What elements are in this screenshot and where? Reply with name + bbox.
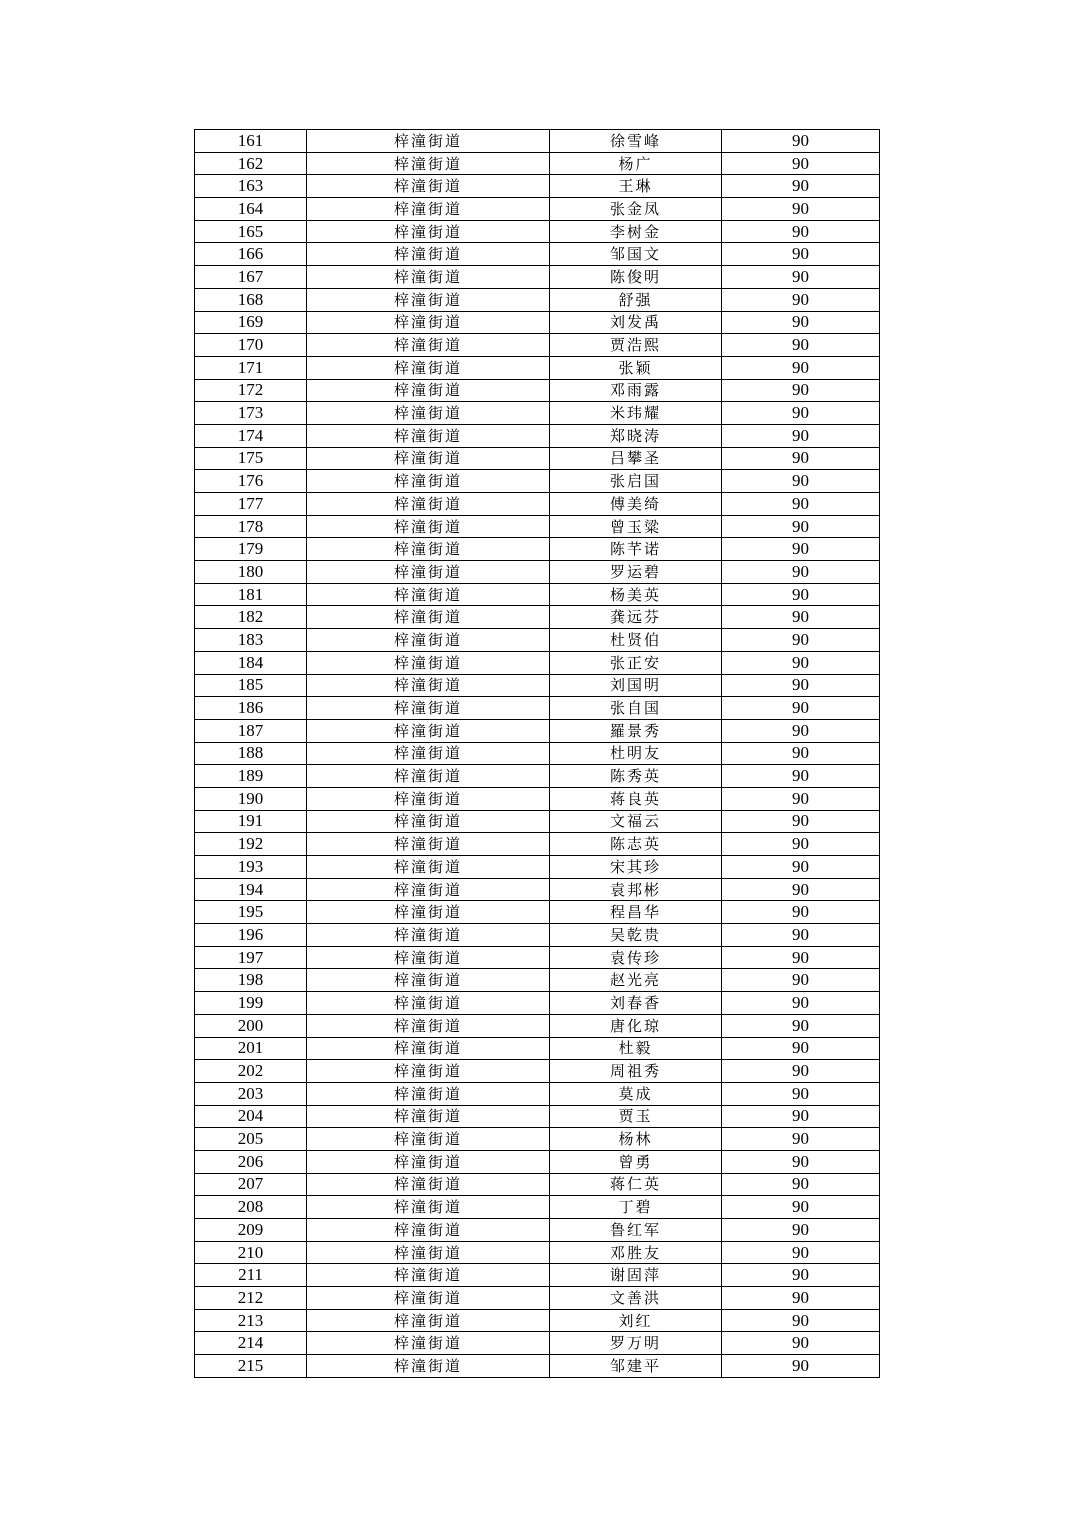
score-cell: 90 <box>722 1150 880 1173</box>
score-cell: 90 <box>722 561 880 584</box>
name-cell: 张金凤 <box>550 198 722 221</box>
street-cell: 梓潼街道 <box>307 1287 550 1310</box>
street-cell: 梓潼街道 <box>307 424 550 447</box>
table-row <box>195 742 880 765</box>
name-cell: 陈芊诺 <box>550 538 722 561</box>
name-cell: 邓胜友 <box>550 1241 722 1264</box>
score-cell: 90 <box>722 697 880 720</box>
table-row <box>195 1196 880 1219</box>
table-row <box>195 311 880 334</box>
table-row <box>195 175 880 198</box>
score-cell: 90 <box>722 515 880 538</box>
score-cell: 90 <box>722 220 880 243</box>
table-row <box>195 946 880 969</box>
score-cell: 90 <box>722 1173 880 1196</box>
street-cell: 梓潼街道 <box>307 243 550 266</box>
row-number-cell: 211 <box>195 1264 307 1287</box>
row-number-cell: 189 <box>195 765 307 788</box>
street-cell: 梓潼街道 <box>307 266 550 289</box>
name-cell: 邹国文 <box>550 243 722 266</box>
row-number-cell: 165 <box>195 220 307 243</box>
table-row <box>195 1309 880 1332</box>
street-cell: 梓潼街道 <box>307 833 550 856</box>
table-row <box>195 334 880 357</box>
score-cell: 90 <box>722 266 880 289</box>
score-cell: 90 <box>722 1105 880 1128</box>
street-cell: 梓潼街道 <box>307 198 550 221</box>
street-cell: 梓潼街道 <box>307 1332 550 1355</box>
name-cell: 刘红 <box>550 1309 722 1332</box>
name-cell: 曾勇 <box>550 1150 722 1173</box>
row-number-cell: 186 <box>195 697 307 720</box>
table-row <box>195 1173 880 1196</box>
row-number-cell: 188 <box>195 742 307 765</box>
score-cell: 90 <box>722 856 880 879</box>
name-cell: 杜明友 <box>550 742 722 765</box>
row-number-cell: 171 <box>195 356 307 379</box>
score-cell: 90 <box>722 1128 880 1151</box>
row-number-cell: 210 <box>195 1241 307 1264</box>
table-row <box>195 924 880 947</box>
row-number-cell: 213 <box>195 1309 307 1332</box>
score-cell: 90 <box>722 924 880 947</box>
name-cell: 程昌华 <box>550 901 722 924</box>
row-number-cell: 202 <box>195 1060 307 1083</box>
score-cell: 90 <box>722 1014 880 1037</box>
score-cell: 90 <box>722 1309 880 1332</box>
score-cell: 90 <box>722 946 880 969</box>
street-cell: 梓潼街道 <box>307 946 550 969</box>
row-number-cell: 199 <box>195 992 307 1015</box>
name-cell: 邹建平 <box>550 1355 722 1378</box>
row-number-cell: 190 <box>195 787 307 810</box>
name-cell: 郑晓涛 <box>550 424 722 447</box>
table-row <box>195 969 880 992</box>
table-row <box>195 470 880 493</box>
street-cell: 梓潼街道 <box>307 152 550 175</box>
name-cell: 莫成 <box>550 1082 722 1105</box>
row-number-cell: 161 <box>195 130 307 153</box>
table-row <box>195 787 880 810</box>
name-cell: 张颖 <box>550 356 722 379</box>
street-cell: 梓潼街道 <box>307 1241 550 1264</box>
score-cell: 90 <box>722 334 880 357</box>
table-row <box>195 152 880 175</box>
score-cell: 90 <box>722 1037 880 1060</box>
street-cell: 梓潼街道 <box>307 493 550 516</box>
row-number-cell: 182 <box>195 606 307 629</box>
name-cell: 宋其珍 <box>550 856 722 879</box>
table-row <box>195 606 880 629</box>
street-cell: 梓潼街道 <box>307 1037 550 1060</box>
name-cell: 赵光亮 <box>550 969 722 992</box>
street-cell: 梓潼街道 <box>307 1196 550 1219</box>
score-cell: 90 <box>722 901 880 924</box>
street-cell: 梓潼街道 <box>307 583 550 606</box>
name-cell: 米玮耀 <box>550 402 722 425</box>
name-cell: 张启国 <box>550 470 722 493</box>
street-cell: 梓潼街道 <box>307 787 550 810</box>
street-cell: 梓潼街道 <box>307 1355 550 1378</box>
row-number-cell: 203 <box>195 1082 307 1105</box>
score-cell: 90 <box>722 1082 880 1105</box>
row-number-cell: 208 <box>195 1196 307 1219</box>
score-cell: 90 <box>722 424 880 447</box>
row-number-cell: 183 <box>195 629 307 652</box>
score-cell: 90 <box>722 651 880 674</box>
street-cell: 梓潼街道 <box>307 810 550 833</box>
street-cell: 梓潼街道 <box>307 924 550 947</box>
score-cell: 90 <box>722 288 880 311</box>
table-row <box>195 1287 880 1310</box>
score-cell: 90 <box>722 810 880 833</box>
score-cell: 90 <box>722 1355 880 1378</box>
name-cell: 丁碧 <box>550 1196 722 1219</box>
street-cell: 梓潼街道 <box>307 901 550 924</box>
score-cell: 90 <box>722 175 880 198</box>
table-row <box>195 629 880 652</box>
row-number-cell: 169 <box>195 311 307 334</box>
table-row <box>195 765 880 788</box>
table-row <box>195 356 880 379</box>
table-row <box>195 1355 880 1378</box>
row-number-cell: 162 <box>195 152 307 175</box>
row-number-cell: 192 <box>195 833 307 856</box>
row-number-cell: 166 <box>195 243 307 266</box>
table-row <box>195 1332 880 1355</box>
street-cell: 梓潼街道 <box>307 311 550 334</box>
roster-table <box>194 129 880 1378</box>
name-cell: 杨广 <box>550 152 722 175</box>
score-cell: 90 <box>722 402 880 425</box>
score-cell: 90 <box>722 833 880 856</box>
street-cell: 梓潼街道 <box>307 674 550 697</box>
name-cell: 曾玉粱 <box>550 515 722 538</box>
name-cell: 袁传珍 <box>550 946 722 969</box>
row-number-cell: 194 <box>195 878 307 901</box>
row-number-cell: 195 <box>195 901 307 924</box>
score-cell: 90 <box>722 379 880 402</box>
score-cell: 90 <box>722 674 880 697</box>
row-number-cell: 180 <box>195 561 307 584</box>
street-cell: 梓潼街道 <box>307 969 550 992</box>
name-cell: 杨美英 <box>550 583 722 606</box>
table-row <box>195 266 880 289</box>
name-cell: 杜贤伯 <box>550 629 722 652</box>
row-number-cell: 191 <box>195 810 307 833</box>
name-cell: 蒋仁英 <box>550 1173 722 1196</box>
row-number-cell: 215 <box>195 1355 307 1378</box>
street-cell: 梓潼街道 <box>307 742 550 765</box>
street-cell: 梓潼街道 <box>307 175 550 198</box>
row-number-cell: 187 <box>195 719 307 742</box>
name-cell: 杨林 <box>550 1128 722 1151</box>
row-number-cell: 200 <box>195 1014 307 1037</box>
score-cell: 90 <box>722 629 880 652</box>
table-row <box>195 1037 880 1060</box>
table-row <box>195 833 880 856</box>
table-row <box>195 561 880 584</box>
table-row <box>195 243 880 266</box>
table-row <box>195 810 880 833</box>
row-number-cell: 193 <box>195 856 307 879</box>
street-cell: 梓潼街道 <box>307 470 550 493</box>
row-number-cell: 170 <box>195 334 307 357</box>
name-cell: 张正安 <box>550 651 722 674</box>
name-cell: 吕攀圣 <box>550 447 722 470</box>
score-cell: 90 <box>722 606 880 629</box>
name-cell: 杜毅 <box>550 1037 722 1060</box>
score-cell: 90 <box>722 969 880 992</box>
name-cell: 李树金 <box>550 220 722 243</box>
table-row <box>195 856 880 879</box>
row-number-cell: 164 <box>195 198 307 221</box>
name-cell: 周祖秀 <box>550 1060 722 1083</box>
name-cell: 陈秀英 <box>550 765 722 788</box>
row-number-cell: 167 <box>195 266 307 289</box>
name-cell: 贾玉 <box>550 1105 722 1128</box>
score-cell: 90 <box>722 742 880 765</box>
street-cell: 梓潼街道 <box>307 538 550 561</box>
street-cell: 梓潼街道 <box>307 992 550 1015</box>
street-cell: 梓潼街道 <box>307 856 550 879</box>
table-row <box>195 130 880 153</box>
table-row <box>195 992 880 1015</box>
score-cell: 90 <box>722 470 880 493</box>
row-number-cell: 214 <box>195 1332 307 1355</box>
row-number-cell: 163 <box>195 175 307 198</box>
score-cell: 90 <box>722 1241 880 1264</box>
street-cell: 梓潼街道 <box>307 379 550 402</box>
name-cell: 贾浩熙 <box>550 334 722 357</box>
name-cell: 唐化琼 <box>550 1014 722 1037</box>
row-number-cell: 174 <box>195 424 307 447</box>
row-number-cell: 201 <box>195 1037 307 1060</box>
score-cell: 90 <box>722 311 880 334</box>
name-cell: 王琳 <box>550 175 722 198</box>
row-number-cell: 197 <box>195 946 307 969</box>
table-row <box>195 674 880 697</box>
row-number-cell: 168 <box>195 288 307 311</box>
name-cell: 龚远芬 <box>550 606 722 629</box>
table-row <box>195 538 880 561</box>
table-row <box>195 697 880 720</box>
street-cell: 梓潼街道 <box>307 606 550 629</box>
street-cell: 梓潼街道 <box>307 765 550 788</box>
table-row <box>195 1264 880 1287</box>
name-cell: 罗运碧 <box>550 561 722 584</box>
street-cell: 梓潼街道 <box>307 1082 550 1105</box>
name-cell: 刘春香 <box>550 992 722 1015</box>
table-row <box>195 379 880 402</box>
street-cell: 梓潼街道 <box>307 697 550 720</box>
street-cell: 梓潼街道 <box>307 220 550 243</box>
name-cell: 刘发禹 <box>550 311 722 334</box>
row-number-cell: 178 <box>195 515 307 538</box>
table-row <box>195 493 880 516</box>
score-cell: 90 <box>722 243 880 266</box>
name-cell: 张自国 <box>550 697 722 720</box>
name-cell: 刘国明 <box>550 674 722 697</box>
score-cell: 90 <box>722 765 880 788</box>
name-cell: 蒋良英 <box>550 787 722 810</box>
name-cell: 陈俊明 <box>550 266 722 289</box>
row-number-cell: 179 <box>195 538 307 561</box>
street-cell: 梓潼街道 <box>307 1309 550 1332</box>
score-cell: 90 <box>722 1196 880 1219</box>
row-number-cell: 172 <box>195 379 307 402</box>
row-number-cell: 196 <box>195 924 307 947</box>
score-cell: 90 <box>722 1060 880 1083</box>
street-cell: 梓潼街道 <box>307 130 550 153</box>
score-cell: 90 <box>722 198 880 221</box>
street-cell: 梓潼街道 <box>307 1105 550 1128</box>
street-cell: 梓潼街道 <box>307 1173 550 1196</box>
row-number-cell: 175 <box>195 447 307 470</box>
street-cell: 梓潼街道 <box>307 719 550 742</box>
name-cell: 文善洪 <box>550 1287 722 1310</box>
street-cell: 梓潼街道 <box>307 651 550 674</box>
table-row <box>195 1082 880 1105</box>
table-row <box>195 1150 880 1173</box>
row-number-cell: 198 <box>195 969 307 992</box>
street-cell: 梓潼街道 <box>307 334 550 357</box>
name-cell: 徐雪峰 <box>550 130 722 153</box>
street-cell: 梓潼街道 <box>307 447 550 470</box>
roster-table-body <box>195 130 880 1378</box>
table-row <box>195 515 880 538</box>
score-cell: 90 <box>722 787 880 810</box>
table-row <box>195 1060 880 1083</box>
row-number-cell: 184 <box>195 651 307 674</box>
name-cell: 傅美绮 <box>550 493 722 516</box>
name-cell: 谢固萍 <box>550 1264 722 1287</box>
table-row <box>195 447 880 470</box>
score-cell: 90 <box>722 493 880 516</box>
row-number-cell: 207 <box>195 1173 307 1196</box>
score-cell: 90 <box>722 1219 880 1242</box>
street-cell: 梓潼街道 <box>307 629 550 652</box>
street-cell: 梓潼街道 <box>307 561 550 584</box>
street-cell: 梓潼街道 <box>307 1219 550 1242</box>
street-cell: 梓潼街道 <box>307 878 550 901</box>
table-row <box>195 651 880 674</box>
street-cell: 梓潼街道 <box>307 515 550 538</box>
table-row <box>195 1128 880 1151</box>
name-cell: 邓雨露 <box>550 379 722 402</box>
score-cell: 90 <box>722 992 880 1015</box>
street-cell: 梓潼街道 <box>307 1264 550 1287</box>
score-cell: 90 <box>722 130 880 153</box>
street-cell: 梓潼街道 <box>307 288 550 311</box>
name-cell: 鲁红军 <box>550 1219 722 1242</box>
score-cell: 90 <box>722 356 880 379</box>
street-cell: 梓潼街道 <box>307 402 550 425</box>
table-row <box>195 198 880 221</box>
score-cell: 90 <box>722 878 880 901</box>
table-row <box>195 402 880 425</box>
name-cell: 文福云 <box>550 810 722 833</box>
name-cell: 舒强 <box>550 288 722 311</box>
street-cell: 梓潼街道 <box>307 1128 550 1151</box>
row-number-cell: 212 <box>195 1287 307 1310</box>
row-number-cell: 177 <box>195 493 307 516</box>
score-cell: 90 <box>722 447 880 470</box>
score-cell: 90 <box>722 1287 880 1310</box>
row-number-cell: 206 <box>195 1150 307 1173</box>
street-cell: 梓潼街道 <box>307 1014 550 1037</box>
name-cell: 羅景秀 <box>550 719 722 742</box>
score-cell: 90 <box>722 719 880 742</box>
table-row <box>195 1014 880 1037</box>
table-row <box>195 1219 880 1242</box>
name-cell: 陈志英 <box>550 833 722 856</box>
name-cell: 袁邦彬 <box>550 878 722 901</box>
street-cell: 梓潼街道 <box>307 356 550 379</box>
table-row <box>195 1105 880 1128</box>
row-number-cell: 205 <box>195 1128 307 1151</box>
row-number-cell: 209 <box>195 1219 307 1242</box>
table-row <box>195 288 880 311</box>
table-row <box>195 583 880 606</box>
name-cell: 罗万明 <box>550 1332 722 1355</box>
score-cell: 90 <box>722 152 880 175</box>
street-cell: 梓潼街道 <box>307 1060 550 1083</box>
row-number-cell: 181 <box>195 583 307 606</box>
row-number-cell: 204 <box>195 1105 307 1128</box>
row-number-cell: 173 <box>195 402 307 425</box>
score-cell: 90 <box>722 538 880 561</box>
table-row <box>195 220 880 243</box>
table-row <box>195 424 880 447</box>
score-cell: 90 <box>722 583 880 606</box>
score-cell: 90 <box>722 1264 880 1287</box>
score-cell: 90 <box>722 1332 880 1355</box>
table-row <box>195 901 880 924</box>
table-row <box>195 878 880 901</box>
row-number-cell: 176 <box>195 470 307 493</box>
row-number-cell: 185 <box>195 674 307 697</box>
name-cell: 吴乾贵 <box>550 924 722 947</box>
table-row <box>195 719 880 742</box>
street-cell: 梓潼街道 <box>307 1150 550 1173</box>
table-row <box>195 1241 880 1264</box>
